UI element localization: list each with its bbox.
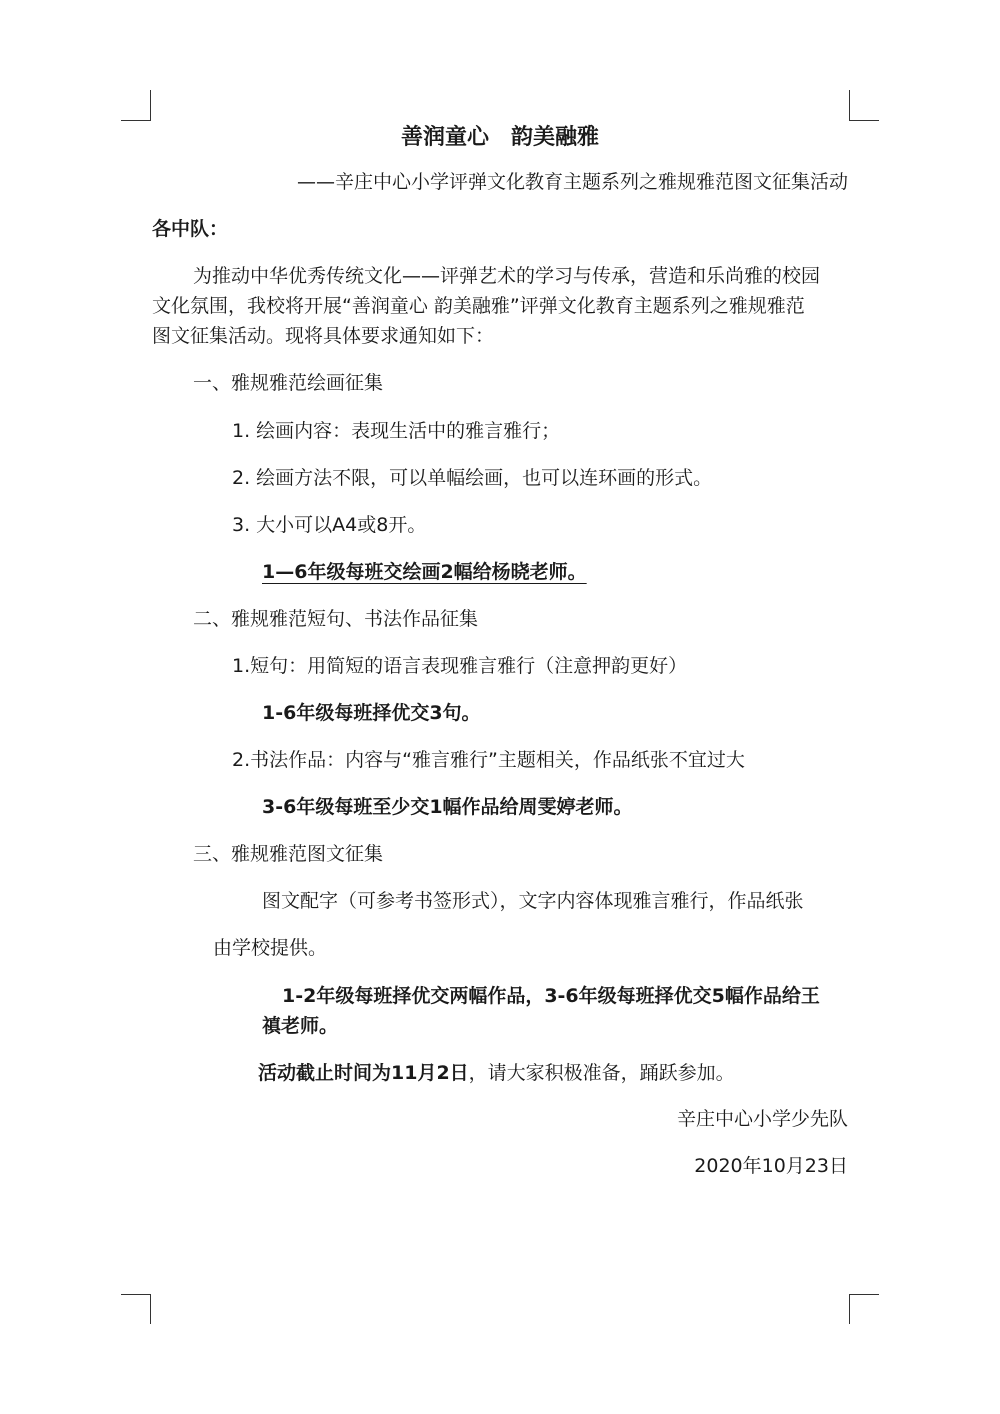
crop-mark-bottom-left-v (150, 1294, 151, 1324)
crop-mark-bottom-right-h (849, 1294, 879, 1295)
section-1-heading: 一、雅规雅范绘画征集 (193, 372, 384, 394)
document-subtitle: ——辛庄中心小学评弹文化教育主题系列之雅规雅范图文征集活动 (296, 171, 848, 193)
section-2-heading: 二、雅规雅范短句、书法作品征集 (193, 608, 479, 630)
salutation: 各中队： (152, 218, 229, 240)
deadline-date: 活动截止时间为11月2日 (258, 1062, 469, 1084)
document-title: 善润童心 韵美融雅 (400, 125, 599, 150)
crop-mark-bottom-right-v (849, 1294, 850, 1324)
intro-line-3: 图文征集活动。现将具体要求通知如下： (152, 325, 495, 347)
section-2-item-2: 2.书法作品：内容与“雅言雅行”主题相关，作品纸张不宜过大 (232, 749, 745, 771)
deadline-rest: ，请大家积极准备，踊跃参加。 (468, 1062, 735, 1084)
section-2-note-2: 3-6年级每班至少交1幅作品给周雯婷老师。 (262, 796, 633, 818)
section-2-note-1: 1-6年级每班择优交3句。 (262, 702, 481, 724)
intro-line-2: 文化氛围，我校将开展“善润童心 韵美融雅”评弹文化教育主题系列之雅规雅范 (152, 295, 805, 317)
section-3-note-line-2: 禛老师。 (262, 1015, 339, 1037)
section-3-body-line-1: 图文配字（可参考书签形式），文字内容体现雅言雅行，作品纸张 (262, 890, 804, 912)
deadline-line (258, 1061, 735, 1085)
signature: 辛庄中心小学少先队 (676, 1108, 848, 1130)
section-3-heading: 三、雅规雅范图文征集 (193, 843, 384, 865)
section-2-item-1: 1.短句：用简短的语言表现雅言雅行（注意押韵更好） (232, 655, 688, 677)
section-3-note-line-1: 1-2年级每班择优交两幅作品，3-6年级每班择优交5幅作品给王 (282, 985, 820, 1007)
section-1-item-1: 1. 绘画内容：表现生活中的雅言雅行； (232, 420, 561, 442)
document-date: 2020年10月23日 (694, 1155, 848, 1177)
crop-mark-top-right-v (849, 90, 850, 120)
crop-mark-bottom-left-h (121, 1294, 151, 1295)
section-1-note: 1—6年级每班交绘画2幅给杨晓老师。 (262, 561, 587, 583)
intro-line-1: 为推动中华优秀传统文化——评弹艺术的学习与传承，营造和乐尚雅的校园 (193, 265, 821, 287)
crop-mark-top-right-h (849, 120, 879, 121)
section-3-body-line-2: 由学校提供。 (213, 937, 328, 959)
crop-mark-top-left-h (121, 120, 151, 121)
section-1-item-3: 3. 大小可以A4或8开。 (232, 514, 427, 536)
crop-mark-top-left-v (150, 90, 151, 120)
section-1-item-2: 2. 绘画方法不限，可以单幅绘画，也可以连环画的形式。 (232, 467, 713, 489)
